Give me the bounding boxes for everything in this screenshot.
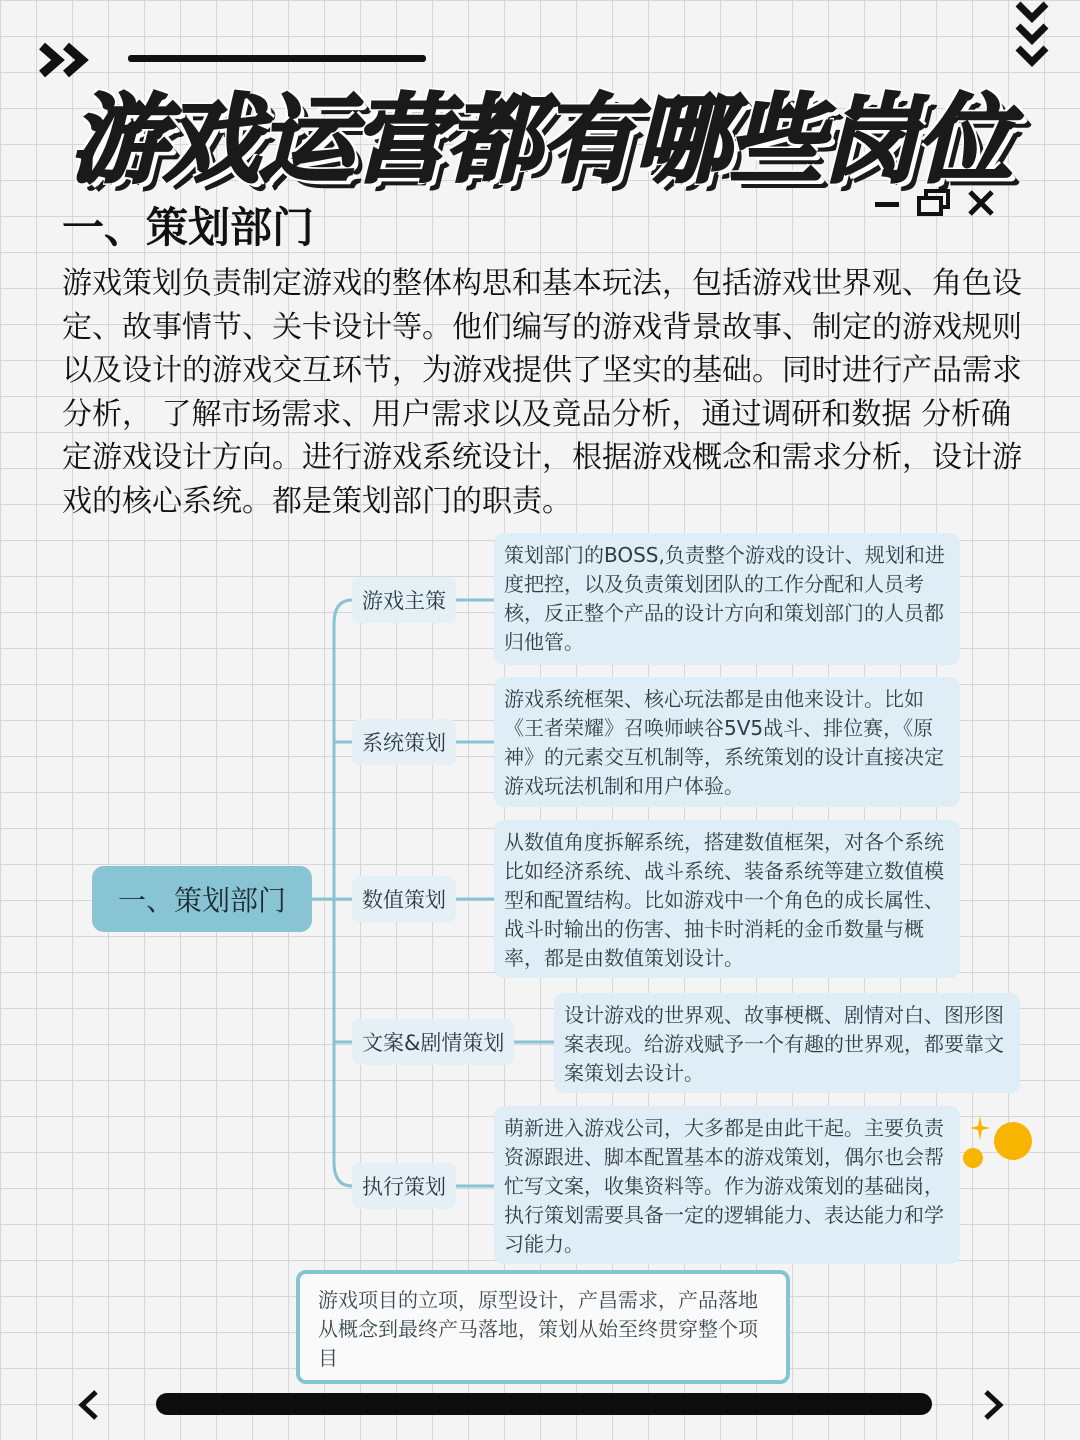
intro-paragraph: 游戏策划负责制定游戏的整体构思和基本玩法，包括游戏世界观、角色设定、故事情节、关卡设计等。他们编写的游戏背景故事、制定的游戏规则以及设计的游戏交互环节，为游戏提供了坚实的基础。同时进行产品需求分析， 了解市场需求、用户需求以及竟品分析，通过调研和数据 分析确定游戏设计方向。进行游戏系统设计，根据游戏概念和需求分析，设计游戏的核心系统。都是策划部门的职责。 bbox=[62, 266, 1022, 519]
connector-spine bbox=[334, 600, 352, 1186]
chevron-right-icon[interactable] bbox=[978, 1388, 1008, 1422]
branch-execution-designer: 执行策划 bbox=[352, 1163, 456, 1209]
branch-numerical-designer: 数值策划 bbox=[352, 876, 456, 922]
close-icon[interactable] bbox=[966, 188, 996, 218]
desc-execution-designer: 萌新进入游戏公司，大多都是由此干起。主要负责资源跟进、脚本配置基本的游戏策划，偶尔也会帮忙写文案，收集资料等。作为游戏策划的基础岗，执行策划需要具备一定的逻辑能力、表达能力和学习能力。 bbox=[494, 1106, 960, 1264]
mindmap-root-node: 一、策划部门 bbox=[92, 866, 312, 932]
branch-lead-designer: 游戏主策 bbox=[352, 577, 456, 623]
chevron-left-icon[interactable] bbox=[74, 1388, 104, 1422]
decor-dot-small bbox=[963, 1148, 983, 1168]
page-title: 游戏运营都有哪些岗位 bbox=[70, 84, 1010, 196]
desc-system-designer: 游戏系统框架、核心玩法都是由他来设计。比如《王者荣耀》召唤师峡谷5V5战斗、排位赛，《原神》的元素交互机制等，系统策划的设计直接决定游戏玩法机制和用户体验。 bbox=[494, 677, 960, 807]
desc-numerical-designer: 从数值角度拆解系统，搭建数值框架，对各个系统比如经济系统、战斗系统、装备系统等建立数值模型和配置结构。比如游戏中一个角色的成长属性、战斗时输出的伤害、抽卡时消耗的金币数量与概率，都是由数值策划设计。 bbox=[494, 820, 960, 978]
restore-icon[interactable] bbox=[916, 188, 952, 218]
desc-narrative-designer: 设计游戏的世界观、故事梗概、剧情对白、图形图案表现。给游戏赋予一个有趣的世界观，都要靠文案策划去设计。 bbox=[554, 993, 1020, 1093]
branch-narrative-designer: 文案&剧情策划 bbox=[352, 1019, 514, 1065]
summary-note: 游戏项目的立项，原型设计，产昌需求，产品落地从概念到最终产马落地，策划从始至终贯穿整个项目 bbox=[296, 1270, 790, 1384]
minimize-icon[interactable] bbox=[872, 188, 902, 218]
triple-chevron-down-icon bbox=[1012, 0, 1052, 80]
section-heading: 一、策划部门 bbox=[62, 203, 315, 252]
desc-lead-designer: 策划部门的BOSS,负责整个游戏的设计、规划和进度把控，以及负责策划团队的工作分配和人员考核，反正整个产品的设计方向和策划部门的人员都归他管。 bbox=[494, 533, 960, 665]
double-chevron-right-icon bbox=[38, 40, 94, 80]
decor-dot-large bbox=[994, 1122, 1032, 1160]
branch-system-designer: 系统策划 bbox=[352, 719, 456, 765]
window-controls bbox=[872, 188, 996, 218]
header-rule bbox=[128, 55, 426, 62]
scrollbar[interactable] bbox=[156, 1393, 932, 1415]
sparkle-icon bbox=[970, 1116, 990, 1140]
